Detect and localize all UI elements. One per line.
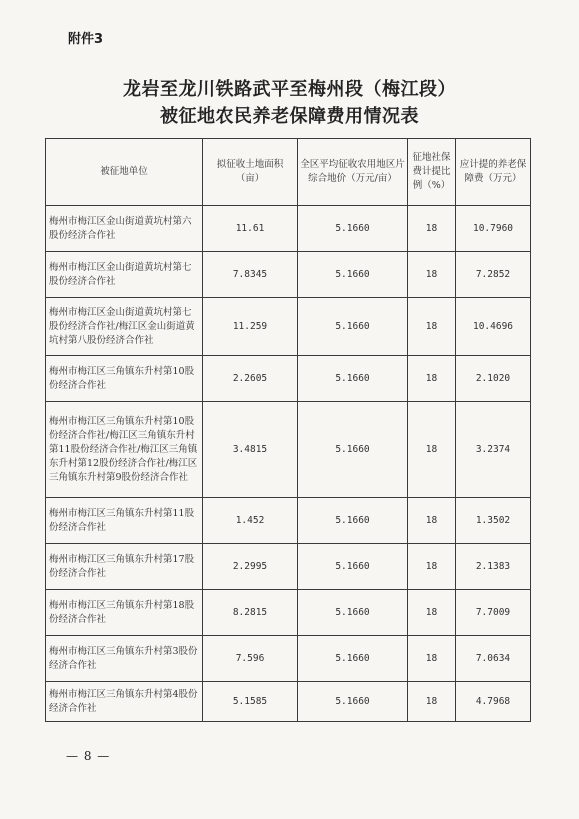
cell-ratio: 18 [408, 636, 456, 682]
cell-ratio: 18 [408, 298, 456, 356]
table-row [46, 498, 531, 544]
cell-unit: 梅州市梅江区金山街道黄坑村第七股份经济合作社 [46, 252, 203, 298]
cell-fee: 2.1020 [456, 356, 531, 402]
table-row [46, 356, 531, 402]
cell-area: 8.2815 [203, 590, 298, 636]
table-header-row [46, 139, 531, 206]
pension-fee-table [45, 138, 531, 722]
cell-fee: 7.2852 [456, 252, 531, 298]
cell-ratio: 18 [408, 206, 456, 252]
cell-unit: 梅州市梅江区金山街道黄坑村第六股份经济合作社 [46, 206, 203, 252]
cell-ratio: 18 [408, 682, 456, 722]
cell-area: 2.2995 [203, 544, 298, 590]
cell-area: 11.259 [203, 298, 298, 356]
cell-unit: 梅州市梅江区三角镇东升村第10股份经济合作社 [46, 356, 203, 402]
cell-price: 5.1660 [298, 402, 408, 498]
cell-area: 3.4815 [203, 402, 298, 498]
cell-price: 5.1660 [298, 682, 408, 722]
cell-area: 1.452 [203, 498, 298, 544]
table-row [46, 544, 531, 590]
cell-price: 5.1660 [298, 636, 408, 682]
document-subtitle: 被征地农民养老保障费用情况表 [160, 106, 419, 127]
cell-area: 5.1585 [203, 682, 298, 722]
header-ratio: 征地社保费计提比例（%） [408, 139, 456, 206]
page-number: — 8 — [66, 749, 111, 763]
table-row [46, 636, 531, 682]
table-row [46, 206, 531, 252]
cell-area: 2.2605 [203, 356, 298, 402]
cell-fee: 7.0634 [456, 636, 531, 682]
cell-ratio: 18 [408, 544, 456, 590]
cell-unit: 梅州市梅江区三角镇东升村第18股份经济合作社 [46, 590, 203, 636]
cell-price: 5.1660 [298, 544, 408, 590]
cell-ratio: 18 [408, 402, 456, 498]
table-row [46, 402, 531, 498]
cell-fee: 1.3502 [456, 498, 531, 544]
table-row [46, 252, 531, 298]
cell-unit: 梅州市梅江区三角镇东升村第17股份经济合作社 [46, 544, 203, 590]
cell-fee: 10.4696 [456, 298, 531, 356]
cell-ratio: 18 [408, 498, 456, 544]
table-row [46, 590, 531, 636]
cell-area: 7.8345 [203, 252, 298, 298]
cell-price: 5.1660 [298, 206, 408, 252]
attachment-label: 附件3 [68, 32, 104, 47]
cell-fee: 7.7009 [456, 590, 531, 636]
cell-price: 5.1660 [298, 356, 408, 402]
cell-unit: 梅州市梅江区三角镇东升村第11股份经济合作社 [46, 498, 203, 544]
cell-ratio: 18 [408, 252, 456, 298]
cell-unit: 梅州市梅江区三角镇东升村第4股份经济合作社 [46, 682, 203, 722]
cell-unit: 梅州市梅江区三角镇东升村第10股份经济合作社/梅江区三角镇东升村第11股份经济合作社/梅江区三角镇东升村第12股份经济合作社/梅江区三角镇东升村第9股份经济合作社 [46, 402, 203, 498]
header-fee: 应计提的养老保障费（万元） [456, 139, 531, 206]
header-price: 全区平均征收农用地区片综合地价（万元/亩） [298, 139, 408, 206]
header-area: 拟征收土地面积（亩） [203, 139, 298, 206]
cell-unit: 梅州市梅江区金山街道黄坑村第七股份经济合作社/梅江区金山街道黄坑村第八股份经济合作社 [46, 298, 203, 356]
header-unit: 被征地单位 [46, 139, 203, 206]
cell-fee: 4.7968 [456, 682, 531, 722]
cell-price: 5.1660 [298, 590, 408, 636]
cell-fee: 10.7960 [456, 206, 531, 252]
table-row [46, 682, 531, 722]
cell-price: 5.1660 [298, 298, 408, 356]
cell-area: 11.61 [203, 206, 298, 252]
cell-price: 5.1660 [298, 252, 408, 298]
document-title: 龙岩至龙川铁路武平至梅州段（梅江段） [123, 79, 456, 100]
cell-ratio: 18 [408, 356, 456, 402]
cell-price: 5.1660 [298, 498, 408, 544]
cell-fee: 3.2374 [456, 402, 531, 498]
cell-unit: 梅州市梅江区三角镇东升村第3股份经济合作社 [46, 636, 203, 682]
cell-fee: 2.1383 [456, 544, 531, 590]
table-row [46, 298, 531, 356]
cell-area: 7.596 [203, 636, 298, 682]
cell-ratio: 18 [408, 590, 456, 636]
